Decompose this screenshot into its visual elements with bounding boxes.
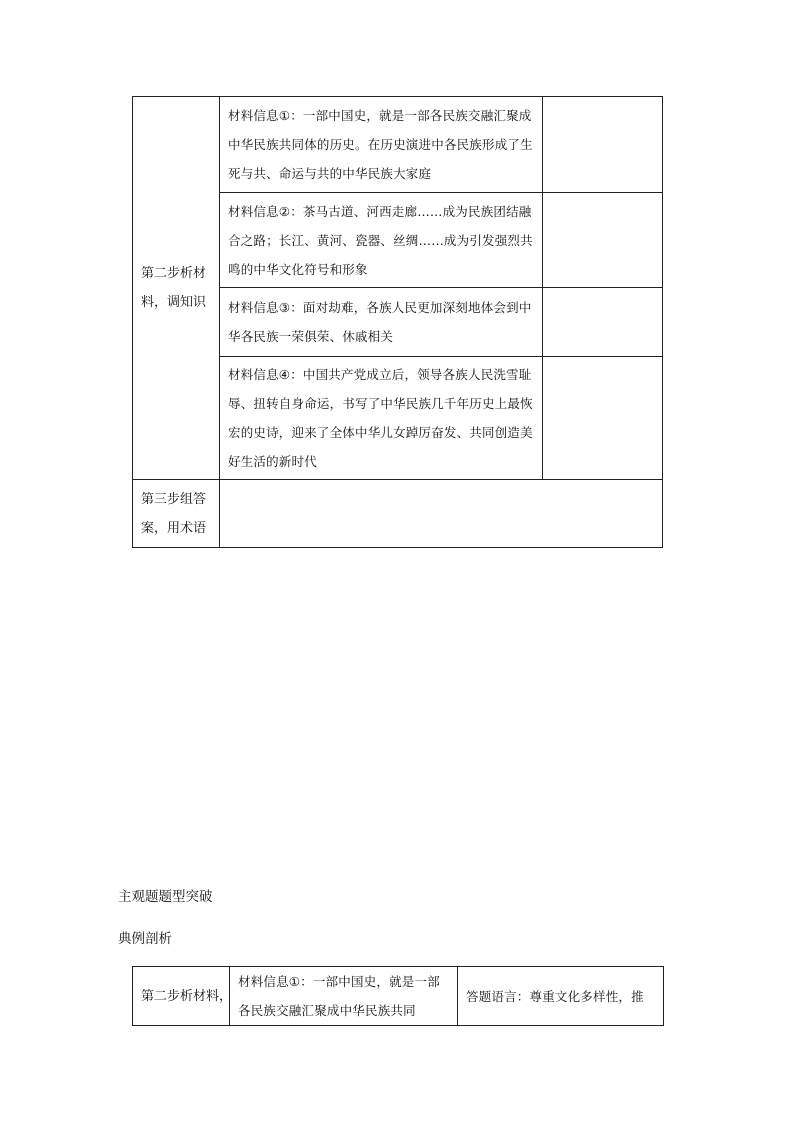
blank-cell-1 [543, 97, 663, 193]
material-cell-1 [220, 97, 543, 193]
blank-cell-3 [543, 288, 663, 357]
material-text-1: 材料信息①：一部中国史，就是一部各民族交融汇聚成中华民族共同体的历史。在历史演进中各民族形成了生死与共、命运与共的中华民族大家庭 [228, 108, 533, 181]
section-title: 主观题题型突破 [118, 889, 213, 905]
step2-label: 第二步析材料，调知识 [141, 266, 207, 310]
step3-answer-cell [220, 480, 663, 548]
material-text-2: 材料信息②：茶马古道、河西走廊……成为民族团结融合之路；长江、黄河、瓷器、丝绸……成为引发强烈共鸣的中华文化符号和形象 [228, 203, 533, 277]
example-table [132, 966, 664, 1026]
example-answer-text: 答题语言：尊重文化多样性，推 [466, 988, 644, 1004]
step2-label-cell [133, 97, 220, 480]
blank-cell-2 [543, 193, 663, 288]
example-material-cell [230, 967, 458, 1026]
example-step2-label: 第二步析材料， [141, 988, 233, 1004]
example-step2-cell [133, 967, 233, 1026]
step3-label: 第三步组答案，用术语 [141, 491, 207, 536]
subsection-title: 典例剖析 [118, 931, 172, 947]
example-answer-cell [458, 967, 664, 1026]
material-text-4: 材料信息④：中国共产党成立后，领导各族人民洗雪耻辱、扭转自身命运，书写了中华民族几千年历史上最恢宏的史诗，迎来了全体中华儿女踔厉奋发、共同创造美好生活的新时代 [228, 367, 533, 469]
material-cell-3 [220, 288, 543, 357]
material-cell-2 [220, 193, 543, 288]
analysis-table [132, 96, 663, 548]
step3-label-cell [133, 480, 220, 548]
example-material-text: 材料信息①：一部中国史，就是一部各民族交融汇聚成中华民族共同 [238, 974, 440, 1018]
material-text-3: 材料信息③：面对劫难，各族人民更加深刻地体会到中华各民族一荣俱荣、休戚相关 [228, 300, 532, 344]
blank-cell-4 [543, 357, 663, 480]
material-cell-4 [220, 357, 543, 480]
